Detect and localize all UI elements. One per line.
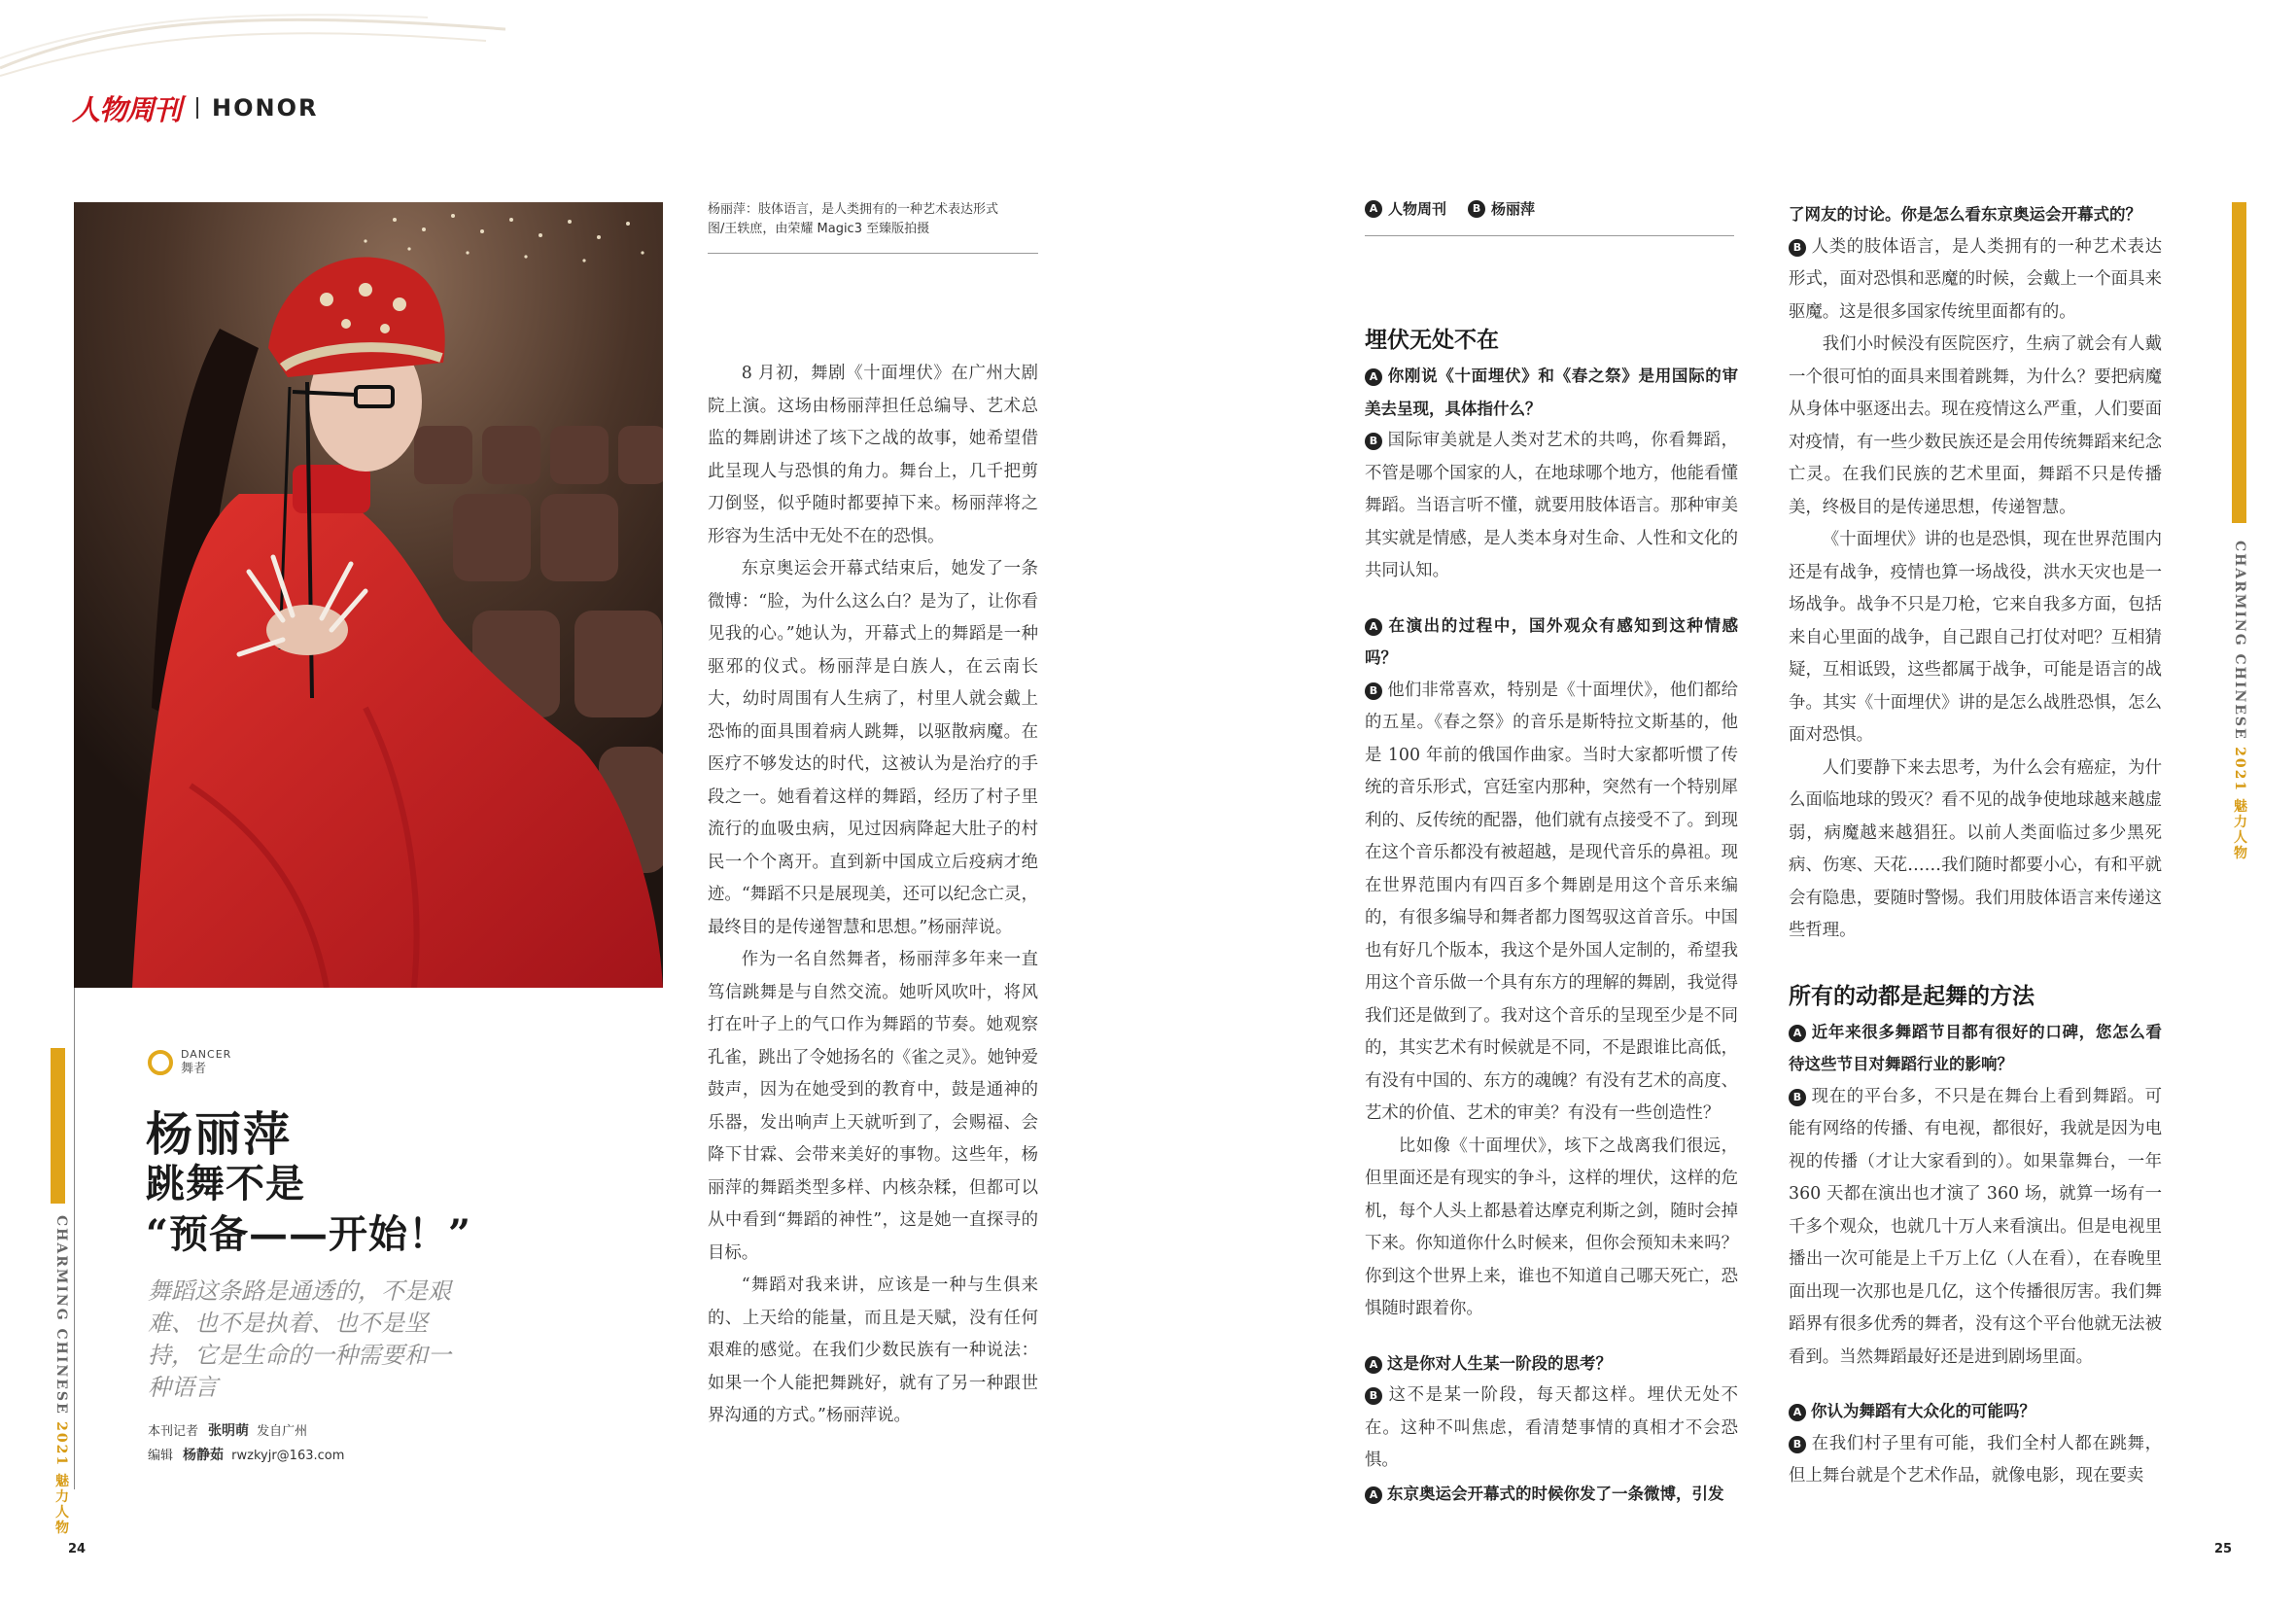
b-badge-icon: B	[1789, 1089, 1806, 1106]
series-label-en: CHARMING CHINESE	[53, 1215, 69, 1416]
tag-en: DANCER	[181, 1048, 232, 1061]
a-badge-icon: A	[1365, 200, 1382, 218]
editor-label: 编辑	[148, 1449, 174, 1463]
a-badge-icon: A	[1789, 1025, 1806, 1042]
body-column-1	[708, 358, 1038, 1433]
caption-line-1: 杨丽萍：肢体语言，是人类拥有的一种艺术表达形式	[708, 202, 999, 217]
page-number-left: 24	[68, 1542, 87, 1556]
b-badge-icon: B	[1365, 433, 1382, 450]
paragraph: 比如像《十面埋伏》，垓下之战离我们很远，但里面还是有现实的争斗，这样的埋伏，这样的危机，每个人头上都悬着达摩克利斯之剑，随时会掉下来。你知道你什么时候来，但你会预知未来吗？你到这个世界上来，谁也不知道自己哪天死亡，恐惧随时跟着你。	[1365, 1136, 1738, 1318]
series-label-year: 2021	[2232, 747, 2247, 793]
answer: 国际审美就是人类对艺术的共鸣，你看舞蹈，不管是哪个国家的人，在地球哪个地方，他能看懂舞蹈。当语言听不懂，就要用肢体语言。那种审美其实就是情感，是人类本身对生命、人性和文化的共同认知。	[1365, 431, 1738, 580]
series-label-cn: 魅力人物	[2232, 798, 2247, 861]
body-column-2	[1365, 321, 1738, 1510]
page-number-right: 25	[2214, 1542, 2233, 1556]
series-label-en: CHARMING CHINESE	[2232, 541, 2247, 741]
gold-accent-bar-right	[2232, 202, 2246, 523]
series-label-year: 2021	[53, 1421, 69, 1468]
series-label-cn: 魅力人物	[53, 1473, 69, 1536]
question: 在演出的过程中，国外观众有感知到这种情感吗？	[1365, 615, 1738, 667]
portrait-photo	[74, 202, 663, 988]
b-badge-icon: B	[1365, 682, 1382, 700]
reporter-location: 发自广州	[257, 1424, 308, 1439]
question: 这是你对人生某一阶段的思考？	[1387, 1353, 1612, 1373]
editor-email: rwzkyjr@163.com	[231, 1449, 345, 1463]
b-badge-icon: B	[1468, 200, 1485, 218]
a-badge-icon: A	[1365, 618, 1382, 636]
reporter-label: 本刊记者	[148, 1424, 199, 1439]
legend-a-label: 人物周刊	[1388, 200, 1447, 218]
a-badge-icon: A	[1789, 1404, 1806, 1421]
body-column-3	[1789, 198, 2162, 1493]
decorative-swoosh	[0, 0, 505, 87]
honor-logo: HONOR	[212, 94, 319, 122]
headline-line-2: “预备——开始！”	[146, 1211, 472, 1257]
masthead	[72, 91, 318, 124]
tag-cn: 舞者	[181, 1062, 207, 1076]
paragraph: 我们小时候没有医院医疗，生病了就会有人戴一个很可怕的面具来围着跳舞，为什么？要把病魔从身体中驱逐出去。现在疫情这么严重，人们要面对疫情，有一些少数民族还是会用传统舞蹈来纪念亡灵。在我们民族的艺术里面，舞蹈不只是传播美，终极目的是传递思想，传递智慧。	[1789, 334, 2162, 517]
answer: 这不是某一阶段，每天都这样。埋伏无处不在。这种不叫焦虑，看清楚事情的真相才不会恐惧。	[1365, 1385, 1738, 1470]
left-page-rule	[74, 988, 75, 1489]
masthead-divider	[196, 97, 198, 119]
b-badge-icon: B	[1789, 1436, 1806, 1453]
a-badge-icon: A	[1365, 1356, 1382, 1374]
headline-line-1: 跳舞不是	[146, 1161, 305, 1206]
paragraph: 《十面埋伏》讲的也是恐惧，现在世界范围内还是有战争，疫情也算一场战役，洪水天灾也是一场战争。战争不只是刀枪，它来自我多方面，包括来自心里面的战争，自己跟自己打仗对吧？互相猜疑，互相诋毁，这些都属于战争，可能是语言的战争。其实《十面埋伏》讲的是怎么战胜恐惧，怎么面对恐惧。	[1789, 530, 2162, 745]
question: 你认为舞蹈有大众化的可能吗？	[1811, 1402, 2035, 1420]
deck-text: 舞蹈这条路是通透的，不是艰难、也不是执着、也不是坚持，它是生命的一种需要和一种语言	[148, 1277, 451, 1401]
gold-accent-bar-left	[51, 1048, 65, 1204]
headline	[146, 1159, 496, 1260]
credits	[148, 1419, 344, 1468]
vertical-series-label-right	[2230, 541, 2249, 861]
editor-name: 杨静茹	[183, 1448, 225, 1463]
portrait-illustration	[74, 202, 663, 988]
legend-rule	[1365, 235, 1734, 236]
answer: 他们非常喜欢，特别是《十面埋伏》，他们都给的五星。《春之祭》的音乐是斯特拉文斯基的，他是 100 年前的俄国作曲家。当时大家都听惯了传统的音乐形式，宫廷室内那种，突然有一个特别犀利的、反传统的配器，他们就有点接受不了。到现在这个音乐都没有被超越，是现代音乐的鼻祖。现在世界范围内有四百多个舞剧是用这个音乐来编的，有很多编导和舞者都力图驾驭这首音乐。中国也有好几个版本，我这个是外国人定制的，希望我用这个音乐做一个具有东方的理解的舞剧，我觉得我们还是做到了。我对这个音乐的呈现至少是不同的，其实艺术有时候就是不同，不是跟谁比高低，有没有中国的、东方的魂魄？有没有艺术的高度、艺术的价值、艺术的审美？有没有一些创造性？	[1365, 680, 1738, 1123]
question-continued: 了网友的讨论。你是怎么看东京奥运会开幕式的？	[1789, 205, 2141, 224]
paragraph: 8 月初，舞剧《十面埋伏》在广州大剧院上演。这场由杨丽萍担任总编导、艺术总监的舞剧讲述了垓下之战的故事，她希望借此呈现人与恐惧的角力。舞台上，几千把剪刀倒竖，似乎随时都要掉下来。杨丽萍将之形容为生活中无处不在的恐惧。	[708, 364, 1038, 546]
a-badge-icon: A	[1365, 368, 1382, 386]
a-badge-icon: A	[1365, 1486, 1382, 1504]
magazine-logo: 人物周刊	[72, 92, 182, 126]
caption-line-2: 图/王轶庶，由荣耀 Magic3 至臻版拍摄	[708, 222, 930, 236]
question: 你刚说《十面埋伏》和《春之祭》是用国际的审美去呈现，具体指什么？	[1365, 367, 1738, 418]
legend-b-label: 杨丽萍	[1491, 200, 1536, 218]
question: 东京奥运会开幕式的时候你发了一条微博，引发	[1387, 1484, 1724, 1503]
b-badge-icon: B	[1789, 239, 1806, 257]
answer: 在我们村子里有可能，我们全村人都在跳舞，但上舞台就是个艺术作品，就像电影，现在要卖	[1789, 1433, 2162, 1486]
subject-name: 杨丽萍	[146, 1107, 293, 1162]
section-heading: 埋伏无处不在	[1365, 327, 1499, 353]
answer: 人类的肢体语言，是人类拥有的一种艺术表达形式，面对恐惧和恶魔的时候，会戴上一个面具来驱魔。这是很多国家传统里面都有的。	[1789, 236, 2162, 322]
paragraph: 作为一名自然舞者，杨丽萍多年来一直笃信跳舞是与自然交流。她听风吹叶，将风打在叶子上的气口作为舞蹈的节奏。她观察孔雀，跳出了令她扬名的《雀之灵》。她钟爱鼓声，因为在她受到的教育中，鼓是通神的乐器，发出响声上天就听到了，会赐福、会降下甘霖、会带来美好的事物。这些年，杨丽萍的舞蹈类型多样、内核杂糅，但都可以从中看到“舞蹈的神性”，这是她一直探寻的目标。	[708, 950, 1038, 1263]
circle-icon	[148, 1050, 173, 1075]
reporter-name: 张明萌	[208, 1423, 250, 1439]
b-badge-icon: B	[1365, 1387, 1382, 1405]
dancer-tag	[148, 1048, 231, 1077]
section-heading: 所有的动都是起舞的方法	[1789, 982, 2035, 1009]
qa-legend	[1365, 198, 1556, 219]
question: 近年来很多舞蹈节目都有很好的口碑，您怎么看待这些节目对舞蹈行业的影响？	[1789, 1022, 2162, 1073]
photo-caption	[708, 200, 1038, 239]
caption-rule	[708, 253, 1038, 254]
vertical-series-label-left	[52, 1215, 71, 1536]
paragraph: 东京奥运会开幕式结束后，她发了一条微博：“脸，为什么这么白？是为了，让你看见我的心。”她认为，开幕式上的舞蹈是一种驱邪的仪式。杨丽萍是白族人，在云南长大，幼时周围有人生病了，村里人就会戴上恐怖的面具围着病人跳舞，以驱散病魔。在医疗不够发达的时代，这被认为是治疗的手段之一。她看着这样的舞蹈，经历了村子里流行的血吸虫病，见过因病降起大肚子的村民一个个离开。直到新中国成立后疫病才绝迹。“舞蹈不只是展现美，还可以纪念亡灵，最终目的是传递智慧和思想。”杨丽萍说。	[708, 559, 1038, 937]
paragraph: 人们要静下来去思考，为什么会有癌症，为什么面临地球的毁灭？看不见的战争使地球越来越虚弱，病魔越来越猖狂。以前人类面临过多少黑死病、伤寒、天花……我们随时都要小心，有和平就会有隐患，要随时警惕。我们用肢体语言来传递这些哲理。	[1789, 757, 2162, 940]
paragraph: “舞蹈对我来讲，应该是一种与生俱来的、上天给的能量，而且是天赋，没有任何艰难的感觉。在我们少数民族有一种说法：如果一个人能把舞跳好，就有了另一种跟世界沟通的方式。”杨丽萍说。	[708, 1276, 1038, 1425]
answer: 现在的平台多，不只是在舞台上看到舞蹈。可能有网络的传播、有电视，都很好，我就是因为电视的传播（才让大家看到的）。如果靠舞台，一年 360 天都在演出也才演了 360 场，就算一场有一千多个观众，也就几十万人来看演出。但是电视里播出一次可能是上千万上亿（人在看），在春晚里面出现一次那也是几亿，这个传播很厉害。我们舞蹈界有很多优秀的舞者，没有这个平台他就无法被看到。当然舞蹈最好还是进到剧场里面。	[1789, 1086, 2162, 1367]
